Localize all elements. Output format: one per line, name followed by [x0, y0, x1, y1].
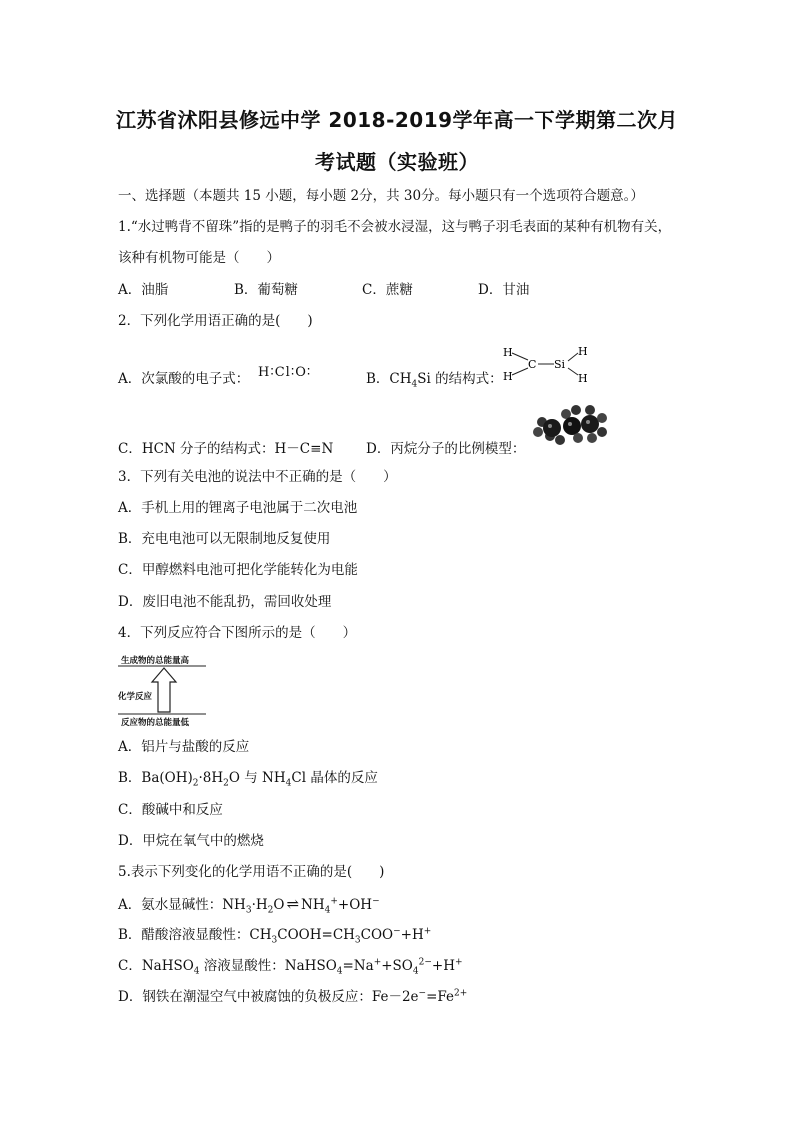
q5-option-b [118, 926, 431, 944]
q4b-sub-2: 2 [223, 778, 229, 789]
q5-option-d [118, 988, 467, 1006]
q2-option-d: D．丙烷分子的比例模型： [366, 441, 526, 457]
q2-option-b-suffix: Si 的结构式： [417, 371, 503, 387]
exam-title-line2: 考试题（实验班） [315, 150, 479, 174]
q5a-sub-3: 4 [324, 905, 331, 916]
q4b-sub-1: 2 [192, 778, 199, 789]
q2-option-b-text: B．CH [366, 371, 412, 387]
q1-stem-line2: 该种有机物可能是（ ） [118, 250, 280, 266]
q5b-text-4: +H [400, 927, 424, 943]
q5d-text-2: =Fe [426, 989, 455, 1005]
q5a-text-4: NH [301, 897, 325, 913]
q2-option-c: C．HCN 分子的结构式：H－C≡N [118, 441, 334, 457]
q4b-text-1: B．Ba(OH) [118, 770, 193, 786]
equilibrium-arrow: ⇌ [286, 895, 300, 913]
q5a-text-2: ·H [251, 897, 268, 913]
atom-h3: H [578, 345, 588, 358]
q5d-text-1: D．钢铁在潮湿空气中被腐蚀的负极反应：Fe－2e [118, 989, 419, 1005]
q2-stem: 2．下列化学用语正确的是( ) [118, 313, 313, 329]
q5c-sub-2: 4 [336, 966, 343, 977]
q4-option-a: A．铝片与盐酸的反应 [118, 739, 250, 755]
q3-stem: 3．下列有关电池的说法中不正确的是（ ） [118, 469, 397, 485]
atom-h1: H [503, 346, 513, 359]
q5c-sup-2: 2− [418, 957, 432, 968]
q2-option-a [118, 370, 249, 388]
q1-option-c: C．蔗糖 [362, 282, 413, 298]
q3-option-c: C．甲醇燃料电池可把化学能转化为电能 [118, 562, 358, 578]
q5c-text-3: =Na [342, 958, 374, 974]
q5a-sup-1: + [330, 896, 338, 907]
q5b-text-1: B．醋酸溶液显酸性：CH [118, 927, 272, 943]
diagram-mid-label: 化学反应 [118, 692, 153, 702]
q5c-sup-3: + [454, 957, 463, 968]
q5-option-c [118, 957, 463, 975]
q5c-sub-3: 4 [412, 966, 419, 977]
atom-si: Si [554, 358, 566, 371]
q5a-sub-1: 3 [245, 905, 252, 916]
exam-title-line1: 江苏省沭阳县修远中学 2018-2019学年高一下学期第二次月 [115, 108, 679, 132]
q1-option-a: A．油脂 [118, 282, 169, 298]
q2-option-b-sub: 4 [411, 379, 418, 390]
q5a-text-5: +OH [337, 897, 373, 913]
q4b-text-3: O 与 NH [228, 770, 286, 786]
q1-option-b: B．葡萄糖 [234, 282, 298, 298]
q4b-sub-3: 4 [285, 778, 292, 789]
q5d-sup-2: 2+ [454, 988, 468, 999]
diagram-top-label: 生成物的总能量高 [121, 656, 190, 666]
q5b-sup-2: + [423, 926, 432, 937]
q4-option-c: C．酸碱中和反应 [118, 802, 223, 818]
q5a-text-1: A．氨水显碱性：NH [118, 897, 246, 913]
q2-option-a-label: A．次氯酸的电子式： [118, 371, 250, 387]
q5a-text-3: O [273, 897, 285, 913]
section-heading: 一、选择题（本题共 15 小题，每小题 2分，共 30分。每小题只有一个选项符合题意。） [118, 188, 644, 204]
q3-option-a: A．手机上用的锂离子电池属于二次电池 [118, 500, 358, 516]
propane-space-filling-model [530, 402, 612, 452]
q5-option-a [118, 895, 380, 914]
q1-stem-line1: 1.“水过鸭背不留珠”指的是鸭子的羽毛不会被水浸湿，这与鸭子羽毛表面的某种有机物有关， [118, 219, 672, 235]
atom-h2: H [503, 370, 513, 383]
q4-option-b [118, 769, 378, 787]
q3-option-d: D．废旧电池不能乱扔，需回收处理 [118, 594, 332, 610]
q4-option-d: D．甲烷在氧气中的燃烧 [118, 833, 264, 849]
q3-option-b: B．充电电池可以无限制地反复使用 [118, 531, 331, 547]
ch4si-structural-formula [500, 342, 595, 388]
q4-stem: 4．下列反应符合下图所示的是（ ） [118, 625, 357, 641]
q5b-sup-1: − [393, 926, 401, 937]
hclo-electron-formula: H∶Cl∶O∶ [258, 365, 312, 380]
q5b-text-2: COOH=CH [277, 927, 355, 943]
q1-option-d: D．甘油 [478, 282, 530, 298]
q5a-sup-2: − [372, 896, 380, 907]
q5-stem: 5.表示下列变化的化学用语不正确的是( ) [118, 864, 385, 880]
q5c-text-4: +SO [381, 958, 413, 974]
q5c-text-1: C．NaHSO [118, 958, 194, 974]
diagram-bottom-label: 反应物的总能量低 [121, 718, 190, 728]
atom-h4: H [578, 372, 588, 385]
q5a-sub-2: 2 [267, 905, 274, 916]
q5c-sub-1: 4 [193, 966, 200, 977]
q5c-sup-1: + [373, 957, 382, 968]
q5b-sub-1: 3 [271, 935, 278, 946]
q5c-text-5: +H [431, 958, 455, 974]
q5b-sub-2: 3 [354, 935, 361, 946]
q4b-text-4: Cl 晶体的反应 [291, 770, 378, 786]
q4b-text-2: ·8H [198, 770, 224, 786]
q5d-sup-1: − [418, 988, 427, 999]
q5c-text-2: 溶液显酸性：NaHSO [199, 958, 337, 974]
q5b-text-3: COO [360, 927, 394, 943]
energy-diagram [118, 652, 206, 726]
atom-c: C [528, 358, 537, 371]
q2-option-b [366, 370, 503, 388]
